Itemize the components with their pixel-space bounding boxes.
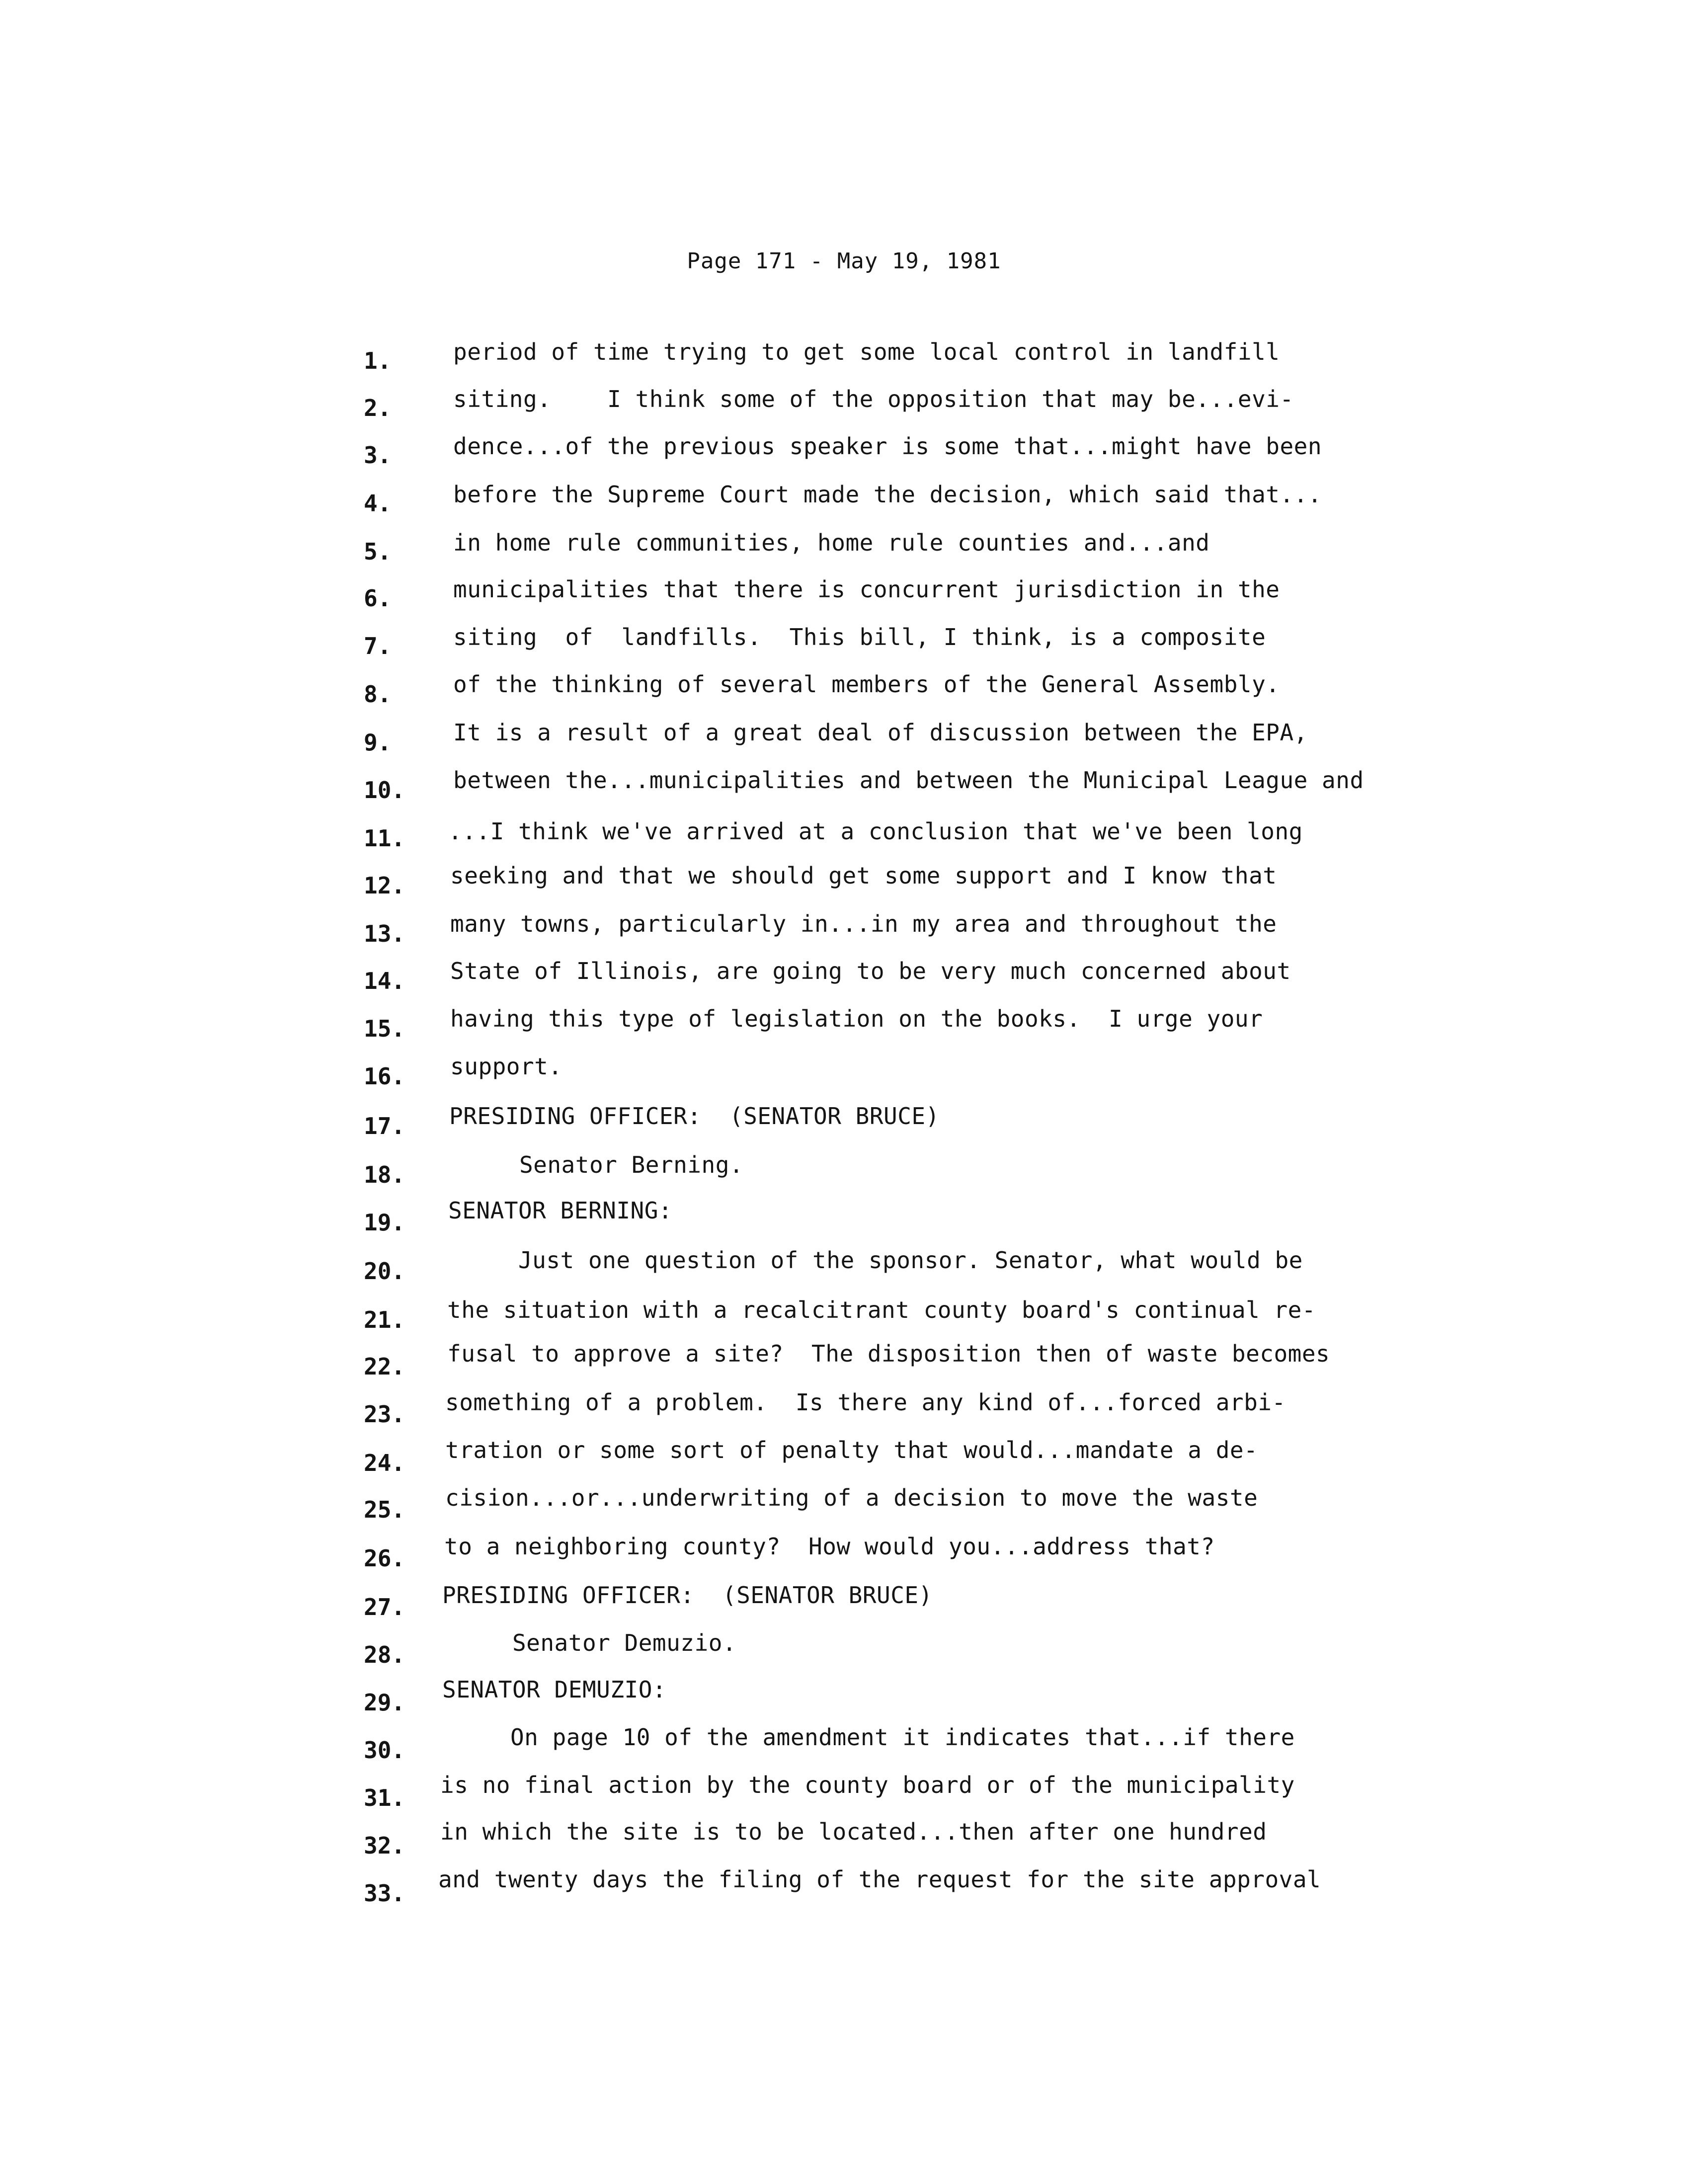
line-text: seeking and that we should get some support and I know that — [450, 862, 1277, 889]
transcript-line — [0, 576, 1688, 616]
line-number: 10. — [364, 777, 405, 804]
transcript-line — [0, 818, 1688, 856]
line-text: siting. I think some of the opposition that may be...evi- — [453, 386, 1294, 412]
transcript-line — [0, 1484, 1688, 1528]
line-number: 5. — [364, 538, 392, 565]
transcript-line — [0, 1340, 1688, 1384]
line-number: 4. — [364, 490, 392, 517]
transcript-line — [0, 1151, 1688, 1193]
page-header: Page 171 - May 19, 1981 — [687, 248, 1001, 274]
line-number: 20. — [364, 1258, 405, 1285]
line-text: State of Illinois, are going to be very much concerned about — [450, 958, 1291, 984]
line-text: is no final action by the county board or of the municipality — [440, 1772, 1295, 1798]
line-number: 9. — [364, 729, 392, 756]
transcript-line — [0, 1772, 1688, 1816]
line-text: Just one question of the sponsor. Senator, what would be — [448, 1247, 1303, 1274]
line-text: the situation with a recalcitrant county board's continual re- — [447, 1296, 1316, 1323]
transcript-line — [0, 1629, 1688, 1673]
line-text: and twenty days the filing of the request for the site approval — [438, 1866, 1321, 1893]
transcript-line — [0, 1296, 1688, 1338]
line-text: Senator Berning. — [449, 1151, 744, 1178]
transcript-line — [0, 910, 1688, 952]
line-text: ...I think we've arrived at a conclusion that we've been long — [448, 818, 1303, 845]
transcript-line — [0, 1053, 1688, 1094]
line-number: 1. — [364, 347, 392, 374]
transcript-line — [0, 767, 1688, 808]
line-number: 28. — [364, 1641, 405, 1668]
line-number: 29. — [364, 1689, 405, 1716]
line-number: 33. — [364, 1880, 405, 1907]
line-number: 25. — [364, 1496, 405, 1523]
line-number: 32. — [364, 1832, 405, 1859]
line-number: 26. — [364, 1545, 405, 1572]
transcript-line — [0, 1389, 1688, 1432]
line-number: 18. — [364, 1161, 405, 1188]
line-text: to a neighboring county? How would you...address that? — [444, 1533, 1215, 1560]
transcript-line — [0, 1724, 1688, 1768]
transcript-line — [0, 958, 1688, 999]
line-number: 8. — [364, 681, 392, 708]
line-number: 2. — [364, 395, 392, 421]
line-number: 7. — [364, 633, 392, 659]
line-number: 17. — [364, 1113, 405, 1139]
transcript-line — [0, 1103, 1688, 1144]
line-text: PRESIDING OFFICER: (SENATOR BRUCE) — [442, 1582, 933, 1609]
line-number: 23. — [364, 1401, 405, 1428]
line-number: 27. — [364, 1594, 405, 1620]
line-number: 22. — [364, 1353, 405, 1380]
line-text: something of a problem. Is there any kind of...forced arbi- — [445, 1389, 1286, 1416]
transcript-line — [0, 1533, 1688, 1576]
transcript-line — [0, 1005, 1688, 1047]
transcript-line — [0, 671, 1688, 712]
transcript-line — [0, 338, 1688, 379]
transcript-line — [0, 386, 1688, 426]
line-text: PRESIDING OFFICER: (SENATOR BRUCE) — [449, 1103, 940, 1130]
line-text: SENATOR BERNING: — [448, 1197, 673, 1224]
line-number: 30. — [364, 1737, 405, 1764]
transcript-line — [0, 1437, 1688, 1481]
transcript-line — [0, 529, 1688, 569]
line-number: 6. — [364, 585, 392, 612]
line-text: before the Supreme Court made the decision, which said that... — [453, 481, 1322, 508]
transcript-line — [0, 1247, 1688, 1289]
line-number: 24. — [364, 1450, 405, 1476]
line-number: 12. — [364, 872, 405, 899]
transcript-line — [0, 719, 1688, 760]
line-number: 11. — [364, 825, 405, 852]
line-text: It is a result of a great deal of discussion between the EPA, — [453, 719, 1308, 746]
line-text: SENATOR DEMUZIO: — [442, 1676, 667, 1703]
transcript-line — [0, 624, 1688, 664]
transcript-line — [0, 1866, 1688, 1911]
transcript-line — [0, 433, 1688, 473]
line-text: support. — [450, 1053, 563, 1080]
transcript-line — [0, 862, 1688, 903]
line-number: 21. — [364, 1306, 405, 1333]
line-text: in which the site is to be located...then after one hundred — [440, 1818, 1267, 1845]
line-number: 15. — [364, 1015, 405, 1042]
line-number: 3. — [364, 442, 392, 469]
line-number: 13. — [364, 920, 405, 947]
line-text: many towns, particularly in...in my area and throughout the — [450, 910, 1277, 937]
line-text: tration or some sort of penalty that would...mandate a de- — [445, 1437, 1258, 1463]
line-text: period of time trying to get some local control in landfill — [453, 338, 1280, 365]
line-number: 14. — [364, 968, 405, 994]
transcript-line — [0, 1197, 1688, 1240]
transcript-line — [0, 481, 1688, 521]
line-number: 31. — [364, 1784, 405, 1811]
line-text: fusal to approve a site? The disposition then of waste becomes — [447, 1340, 1330, 1367]
transcript-line — [0, 1582, 1688, 1625]
line-text: in home rule communities, home rule counties and...and — [453, 529, 1210, 556]
line-number: 19. — [364, 1209, 405, 1236]
transcript-line — [0, 1818, 1688, 1863]
line-text: of the thinking of several members of the General Assembly. — [453, 671, 1280, 698]
line-text: Senator Demuzio. — [442, 1629, 737, 1656]
line-number: 16. — [364, 1063, 405, 1090]
line-text: On page 10 of the amendment it indicates that...if there — [440, 1724, 1295, 1751]
line-text: having this type of legislation on the books. I urge your — [450, 1005, 1263, 1032]
line-text: cision...or...underwriting of a decision to move the waste — [445, 1484, 1258, 1511]
line-text: municipalities that there is concurrent jurisdiction in the — [453, 576, 1280, 603]
line-text: siting of landfills. This bill, I think, is a composite — [453, 624, 1266, 650]
line-text: between the...municipalities and between the Municipal League and — [453, 767, 1364, 794]
transcript-line — [0, 1676, 1688, 1720]
line-text: dence...of the previous speaker is some that...might have been — [453, 433, 1322, 460]
